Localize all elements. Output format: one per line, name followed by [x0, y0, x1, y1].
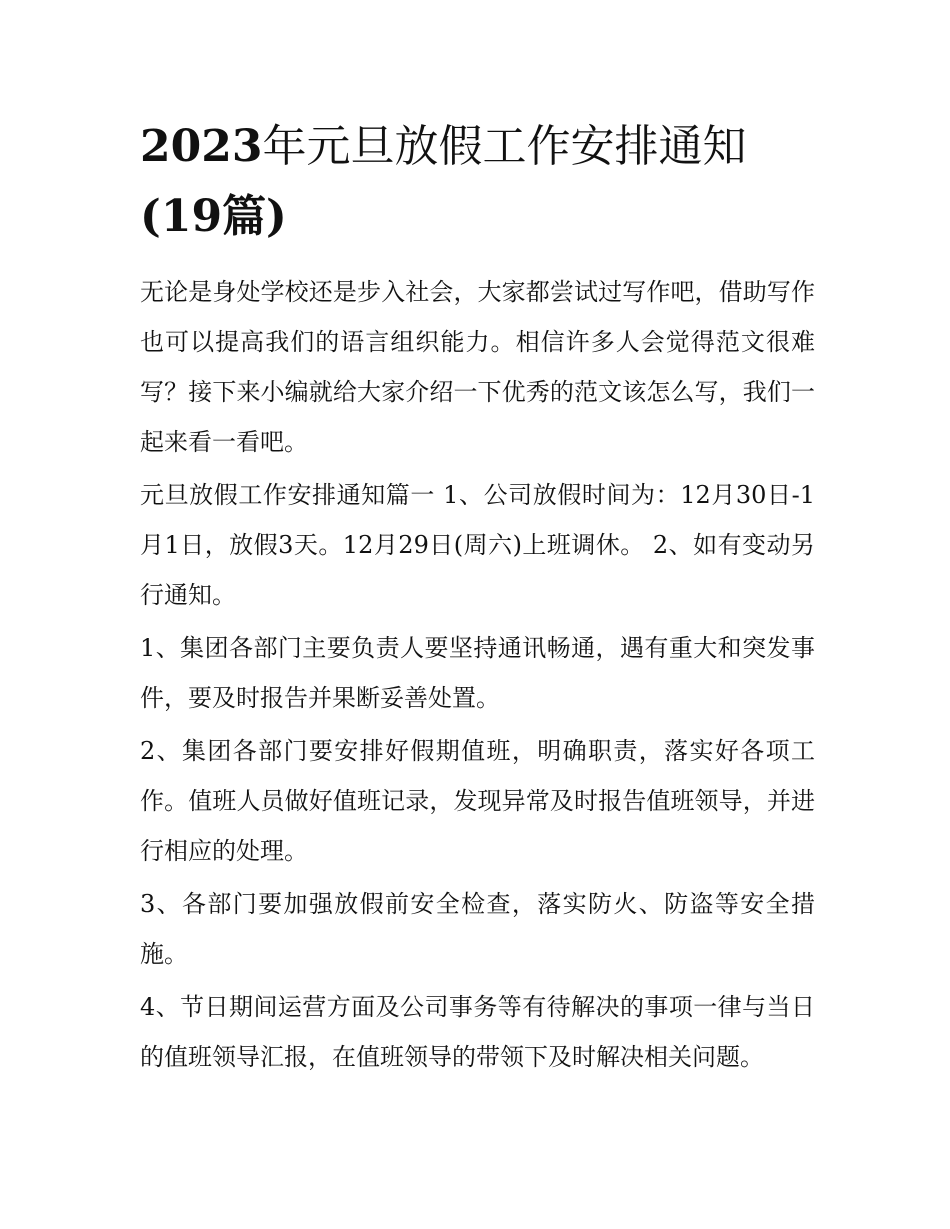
item-1-paragraph: 1、集团各部门主要负责人要坚持通讯畅通，遇有重大和突发事件，要及时报告并果断妥善处置。: [140, 634, 815, 712]
title-paren-open: (: [140, 191, 161, 242]
title-count: 19: [160, 191, 223, 242]
document-page: [140, 112, 815, 1085]
item-2-paragraph: 2、集团各部门要安排好假期值班，明确职责，落实好各项工作。值班人员做好值班记录，发现异常及时报告值班领导，并进行相应的处理。: [140, 737, 815, 865]
title-count-unit: 篇): [222, 191, 287, 242]
intro-paragraph: 无论是身处学校还是步入社会，大家都尝试过写作吧，借助写作也可以提高我们的语言组织能力。相信许多人会觉得范文很难写？接下来小编就给大家介绍一下优秀的范文该怎么写，我们一起来看一看吧。: [140, 278, 815, 456]
document-body: [140, 267, 815, 1082]
item-4-paragraph: 4、节日期间运营方面及公司事务等有待解决的事项一律与当日的值班领导汇报，在值班领导的带领下及时解决相关问题。: [140, 993, 815, 1071]
holiday-schedule-paragraph: 元旦放假工作安排通知篇一 1、公司放假时间为：12月30日-1月1日，放假3天。12月29日(周六)上班调休。 2、如有变动另行通知。: [140, 481, 815, 609]
title-year: 2023: [140, 121, 263, 172]
title-text: 年元旦放假工作安排通知: [262, 121, 747, 172]
document-title: [140, 112, 815, 252]
item-3-paragraph: 3、各部门要加强放假前安全检查，落实防火、防盗等安全措施。: [140, 890, 815, 968]
